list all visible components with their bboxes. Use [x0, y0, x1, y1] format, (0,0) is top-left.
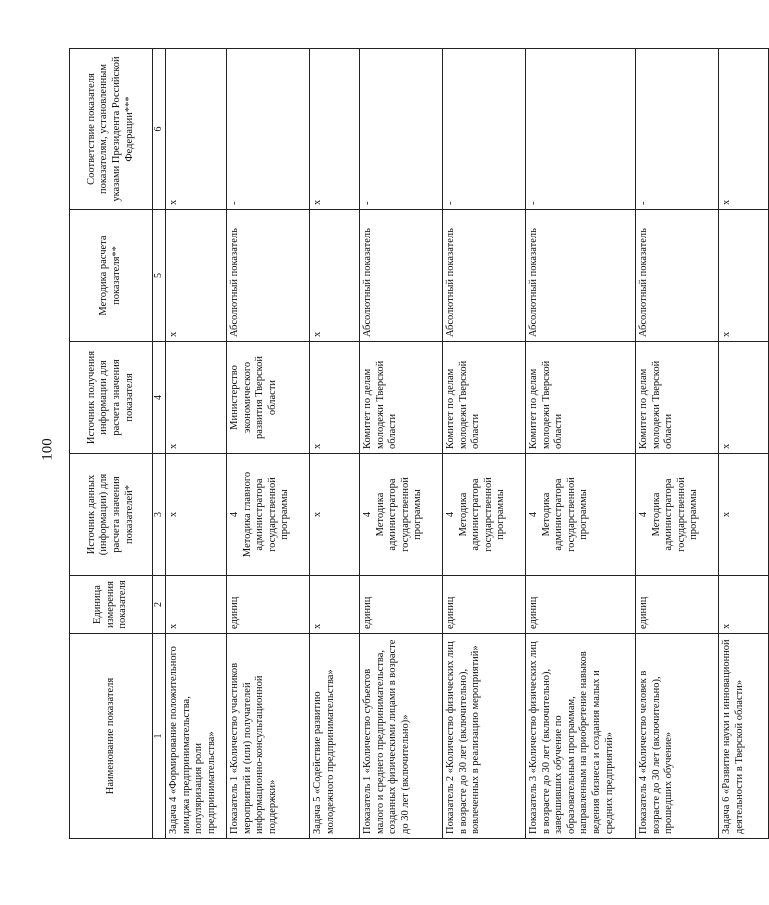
table-cell: х [166, 576, 227, 634]
table-cell: Показатель 1 «Количество участников мероприятий и (или) получателей информационно-консультационной поддержки» [227, 634, 310, 839]
indicator-table [69, 48, 769, 839]
table-cell: Задача 6 «Развитие науки и инновационной деятельности в Тверской области» [719, 634, 769, 839]
table-cell: Абсолютный показатель [636, 210, 719, 342]
table-row [443, 49, 526, 839]
table-cell: Показатель 3 «Количество физических лиц в возрасте до 30 лет (включительно), завершивших обучение по образовательным программам, направленным на приобретение навыков ведения бизнеса и создания малых и средних предприятий» [526, 634, 636, 839]
table-cell: - [443, 49, 526, 210]
table-cell: - [636, 49, 719, 210]
table-cell: - [360, 49, 443, 210]
table-cell: х [719, 342, 769, 454]
col-header-method: Методика расчета показателя** [70, 210, 153, 342]
table-cell: Показатель 4 «Количество человек в возрасте до 30 лет (включительно), прошедших обучение» [636, 634, 719, 839]
table-cell: х [310, 210, 360, 342]
table-cell: х [166, 342, 227, 454]
table-cell: - [526, 49, 636, 210]
table-cell: Абсолютный показатель [526, 210, 636, 342]
column-number-row [153, 49, 166, 839]
col-header-data-source: Источник данных (информации) для расчета значения показателей* [70, 454, 153, 576]
col-number: 1 [153, 634, 166, 839]
table-row [719, 49, 769, 839]
table-cell: Комитет по делам молодежи Тверской области [360, 342, 443, 454]
table-cell: 4 Методика администратора государственной программы [526, 454, 636, 576]
col-header-decree: Соответствие показателя показателям, установленным указами Президента Российской Федерации*** [70, 49, 153, 210]
table-row [310, 49, 360, 839]
header-row [70, 49, 153, 839]
table-cell: х [719, 454, 769, 576]
table-row [227, 49, 310, 839]
table-cell: х [310, 576, 360, 634]
col-number: 6 [153, 49, 166, 210]
table-cell: х [166, 49, 227, 210]
table-cell: х [719, 49, 769, 210]
table-cell: Абсолютный показатель [443, 210, 526, 342]
table-cell: х [719, 210, 769, 342]
col-number: 5 [153, 210, 166, 342]
col-header-unit: Единица измерения показателя [70, 576, 153, 634]
table-cell: х [166, 454, 227, 576]
table-cell: х [310, 342, 360, 454]
table-cell: 4 Методика администратора государственной программы [636, 454, 719, 576]
table-cell: Задача 4 «Формирование положительного имиджа предпринимательства, популяризация роли предпринимательства» [166, 634, 227, 839]
table-cell: единиц [526, 576, 636, 634]
table-cell: х [310, 49, 360, 210]
table-row [360, 49, 443, 839]
table-cell: единиц [227, 576, 310, 634]
table-cell: х [310, 454, 360, 576]
table-cell: 4 Методика администратора государственной программы [443, 454, 526, 576]
table-row [166, 49, 227, 839]
table-cell: х [719, 576, 769, 634]
col-number: 2 [153, 576, 166, 634]
table-cell: Абсолютный показатель [227, 210, 310, 342]
col-header-name: Наименование показателя [70, 634, 153, 839]
table-body [166, 49, 769, 839]
table-row [636, 49, 719, 839]
table-cell: - [227, 49, 310, 210]
col-number: 3 [153, 454, 166, 576]
table-row [526, 49, 636, 839]
table-cell: 4 Методика администратора государственной программы [360, 454, 443, 576]
table-cell: 4 Методика главного администратора государственной программы [227, 454, 310, 576]
table-cell: Показатель 2 «Количество физических лиц в возрасте до 30 лет (включительно), вовлеченных в реализацию мероприятий» [443, 634, 526, 839]
col-header-info-source: Источник получения информации для расчета значения показателя [70, 342, 153, 454]
page-number: 100 [39, 438, 56, 461]
table-cell: единиц [636, 576, 719, 634]
col-number: 4 [153, 342, 166, 454]
table-cell: единиц [443, 576, 526, 634]
table-cell: Задача 5 «Содействие развитию молодежного предпринимательства» [310, 634, 360, 839]
table-cell: х [166, 210, 227, 342]
table-cell: Показатель 1 «Количество субъектов малого и среднего предпринимательства, созданных физическими лицами в возрасте до 30 лет (включительно)» [360, 634, 443, 839]
table-cell: единиц [360, 576, 443, 634]
indicator-table-rotated [69, 49, 745, 839]
table-cell: Комитет по делам молодежи Тверской области [636, 342, 719, 454]
table-cell: Министерство экономического развития Тверской области [227, 342, 310, 454]
table-cell: Комитет по делам молодежи Тверской области [443, 342, 526, 454]
table-cell: Абсолютный показатель [360, 210, 443, 342]
table-cell: Комитет по делам молодежи Тверской области [526, 342, 636, 454]
